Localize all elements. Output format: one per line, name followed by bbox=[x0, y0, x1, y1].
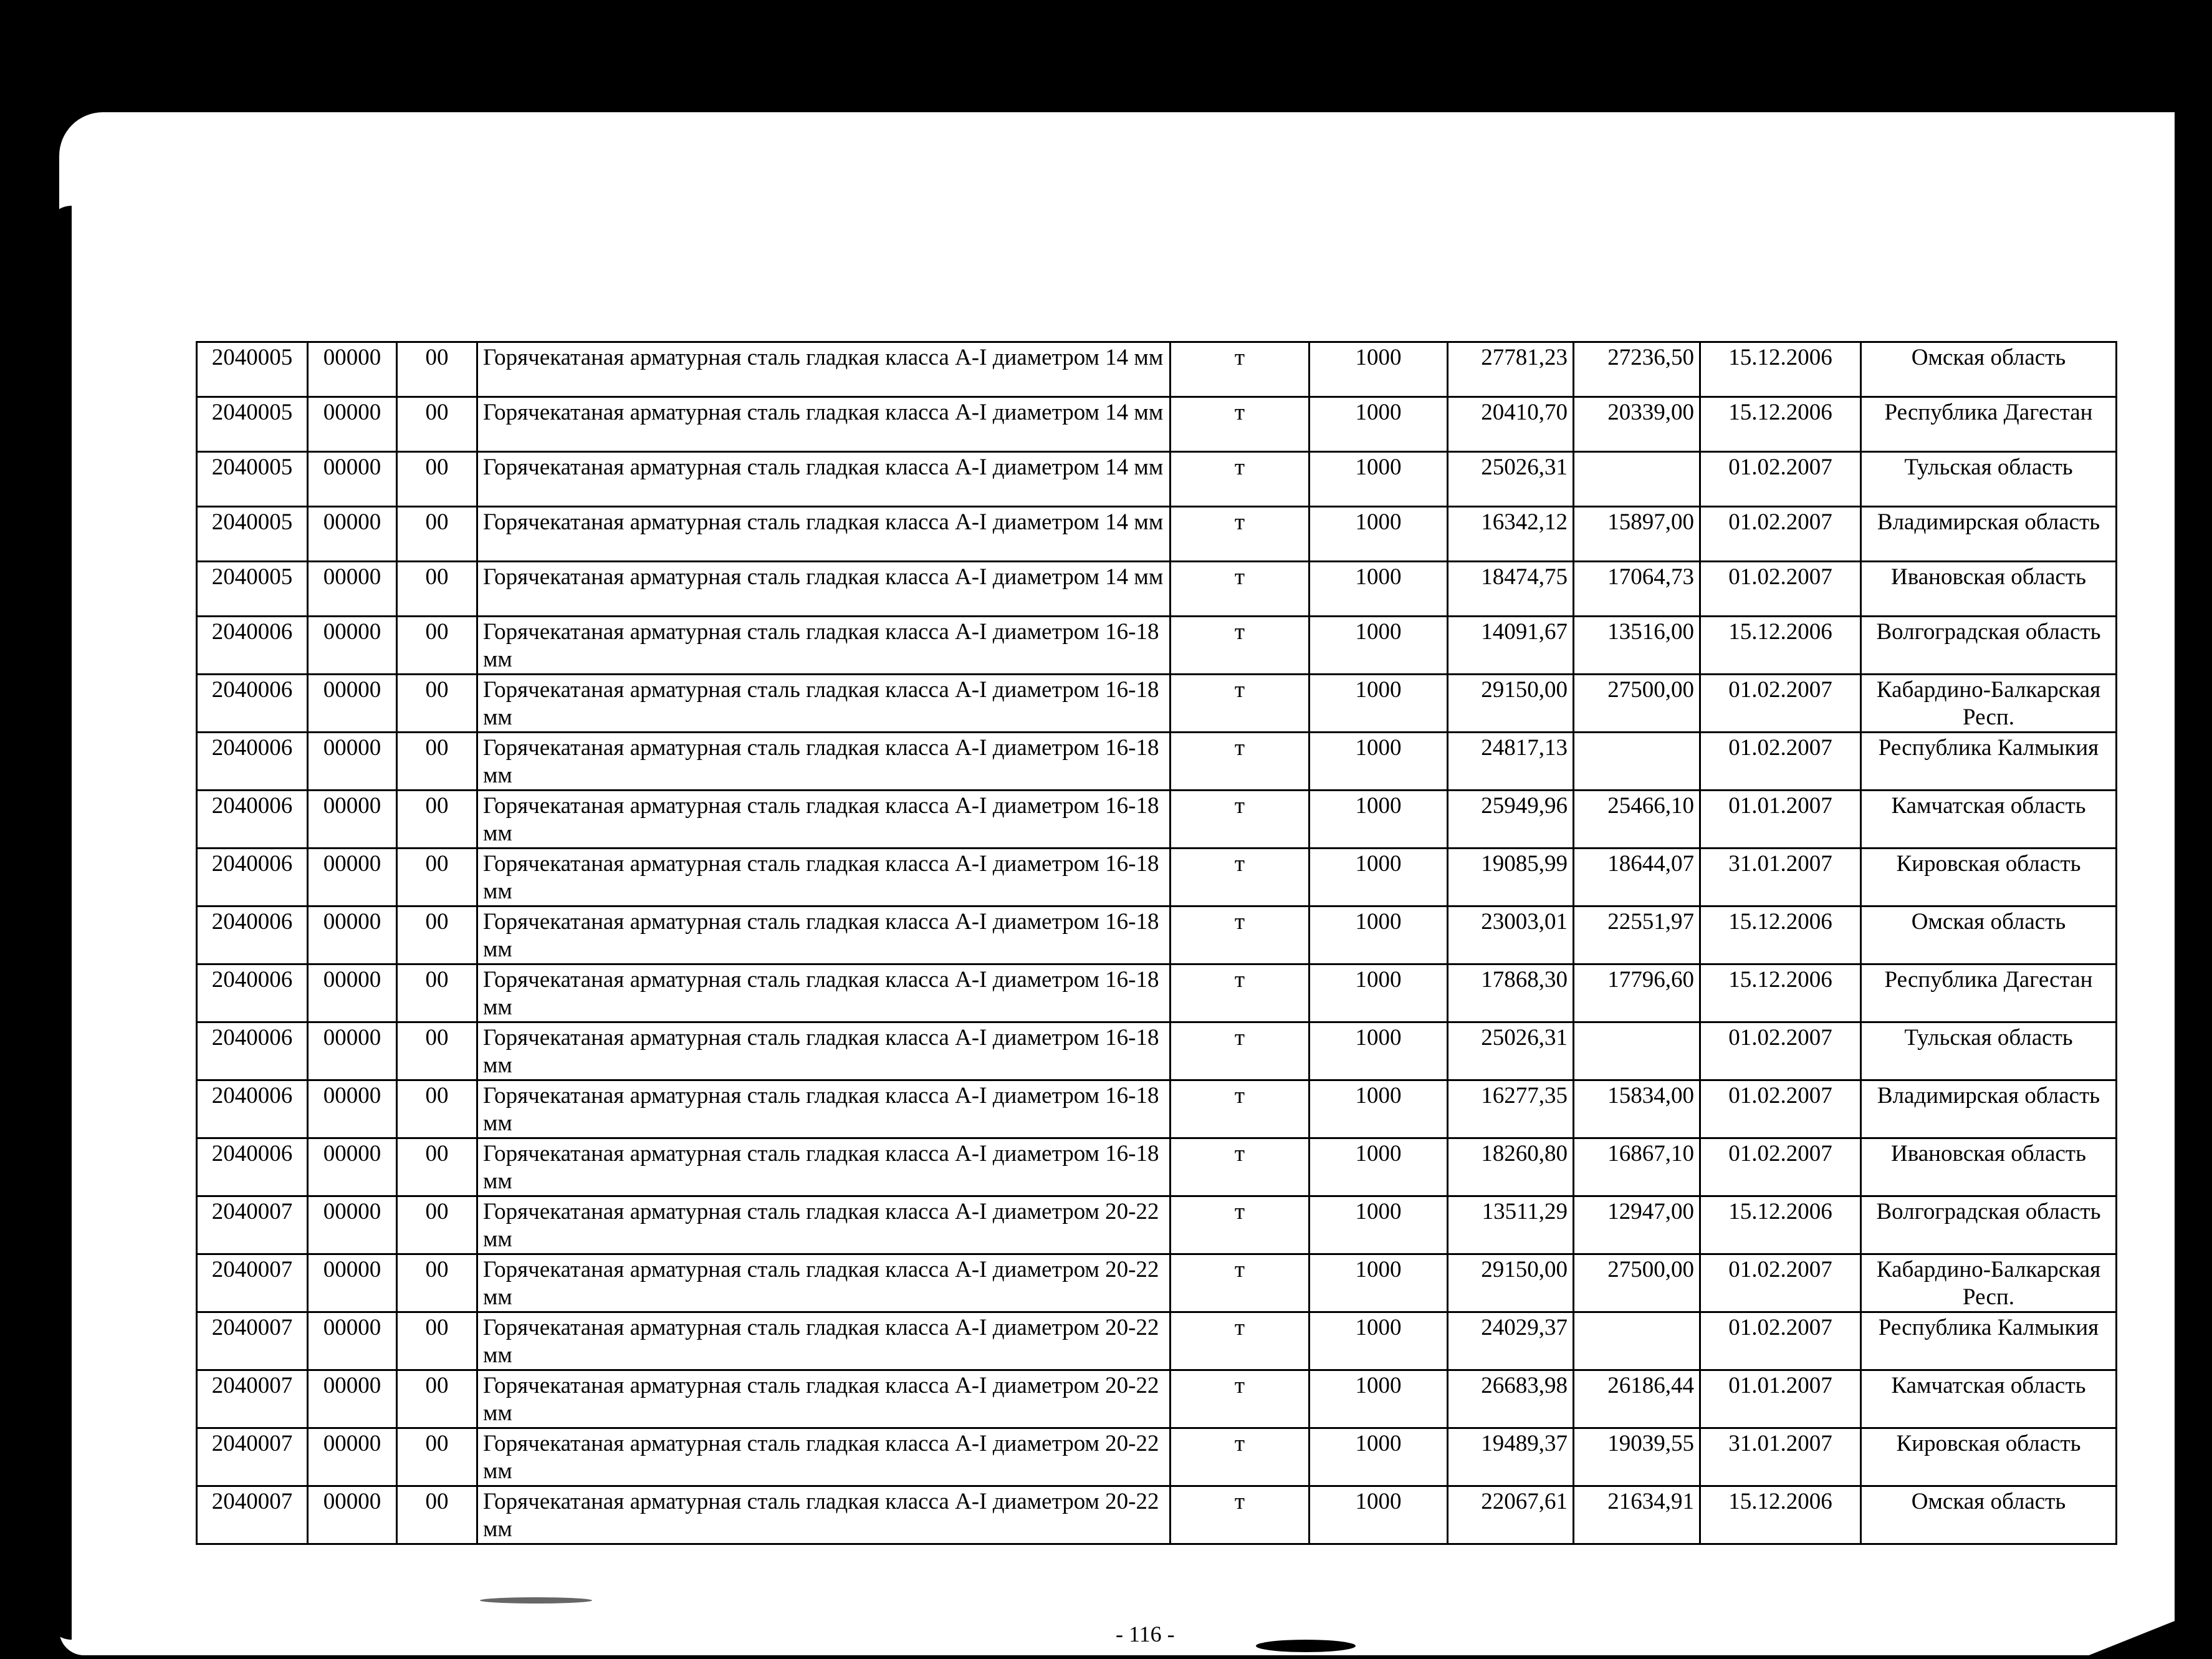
cell-region: Омская область bbox=[1861, 1486, 2117, 1544]
table-row bbox=[197, 791, 2117, 849]
table-row bbox=[197, 675, 2117, 733]
cell-date: 01.02.2007 bbox=[1700, 507, 1861, 562]
cell-name: Горячекатаная арматурная сталь гладкая класса А-I диаметром 20-22 мм bbox=[477, 1486, 1171, 1544]
cell-price-1: 16342,12 bbox=[1448, 507, 1574, 562]
cell-region: Владимирская область bbox=[1861, 507, 2117, 562]
table-row bbox=[197, 1196, 2117, 1254]
cell-quantity: 1000 bbox=[1309, 1196, 1448, 1254]
cell-name: Горячекатаная арматурная сталь гладкая класса А-I диаметром 16-18 мм bbox=[477, 1022, 1171, 1080]
cell-two: 00 bbox=[397, 342, 477, 397]
cell-subcode: 00000 bbox=[308, 1080, 397, 1138]
cell-code: 2040006 bbox=[197, 1022, 308, 1080]
cell-date: 15.12.2006 bbox=[1700, 1196, 1861, 1254]
cell-date: 01.01.2007 bbox=[1700, 1370, 1861, 1428]
cell-two: 00 bbox=[397, 791, 477, 849]
cell-date: 01.02.2007 bbox=[1700, 562, 1861, 617]
cell-subcode: 00000 bbox=[308, 1428, 397, 1486]
cell-price-2: 16867,10 bbox=[1574, 1138, 1700, 1196]
cell-name: Горячекатаная арматурная сталь гладкая класса А-I диаметром 20-22 мм bbox=[477, 1370, 1171, 1428]
cell-unit: т bbox=[1171, 1022, 1309, 1080]
table-row bbox=[197, 1080, 2117, 1138]
cell-unit: т bbox=[1171, 791, 1309, 849]
cell-price-2: 27500,00 bbox=[1574, 675, 1700, 733]
cell-price-2 bbox=[1574, 1022, 1700, 1080]
cell-unit: т bbox=[1171, 1196, 1309, 1254]
cell-price-1: 22067,61 bbox=[1448, 1486, 1574, 1544]
cell-two: 00 bbox=[397, 1138, 477, 1196]
cell-code: 2040006 bbox=[197, 1138, 308, 1196]
cell-name: Горячекатаная арматурная сталь гладкая класса А-I диаметром 16-18 мм bbox=[477, 733, 1171, 791]
cell-subcode: 00000 bbox=[308, 562, 397, 617]
cell-two: 00 bbox=[397, 452, 477, 507]
cell-region: Республика Дагестан bbox=[1861, 397, 2117, 452]
table-row bbox=[197, 964, 2117, 1022]
cell-quantity: 1000 bbox=[1309, 1486, 1448, 1544]
table-row bbox=[197, 1138, 2117, 1196]
cell-quantity: 1000 bbox=[1309, 452, 1448, 507]
cell-unit: т bbox=[1171, 1486, 1309, 1544]
cell-name: Горячекатаная арматурная сталь гладкая класса А-I диаметром 16-18 мм bbox=[477, 906, 1171, 964]
table-row bbox=[197, 452, 2117, 507]
cell-name: Горячекатаная арматурная сталь гладкая класса А-I диаметром 16-18 мм bbox=[477, 617, 1171, 675]
cell-price-1: 18260,80 bbox=[1448, 1138, 1574, 1196]
cell-price-1: 25026,31 bbox=[1448, 1022, 1574, 1080]
cell-unit: т bbox=[1171, 507, 1309, 562]
cell-region: Республика Калмыкия bbox=[1861, 733, 2117, 791]
cell-subcode: 00000 bbox=[308, 342, 397, 397]
cell-unit: т bbox=[1171, 675, 1309, 733]
cell-unit: т bbox=[1171, 906, 1309, 964]
cell-two: 00 bbox=[397, 1486, 477, 1544]
cell-code: 2040007 bbox=[197, 1254, 308, 1312]
cell-two: 00 bbox=[397, 906, 477, 964]
cell-name: Горячекатаная арматурная сталь гладкая класса А-I диаметром 16-18 мм bbox=[477, 791, 1171, 849]
cell-price-1: 25949,96 bbox=[1448, 791, 1574, 849]
cell-region: Ивановская область bbox=[1861, 562, 2117, 617]
cell-price-1: 23003,01 bbox=[1448, 906, 1574, 964]
cell-price-2: 27500,00 bbox=[1574, 1254, 1700, 1312]
table-row bbox=[197, 617, 2117, 675]
cell-name: Горячекатаная арматурная сталь гладкая класса А-I диаметром 20-22 мм bbox=[477, 1428, 1171, 1486]
cell-quantity: 1000 bbox=[1309, 562, 1448, 617]
cell-code: 2040006 bbox=[197, 617, 308, 675]
cell-code: 2040006 bbox=[197, 791, 308, 849]
cell-code: 2040006 bbox=[197, 964, 308, 1022]
cell-two: 00 bbox=[397, 733, 477, 791]
cell-price-2: 12947,00 bbox=[1574, 1196, 1700, 1254]
cell-price-1: 24817,13 bbox=[1448, 733, 1574, 791]
table-body bbox=[197, 342, 2117, 1544]
cell-two: 00 bbox=[397, 675, 477, 733]
scan-right-edge bbox=[2175, 0, 2212, 1659]
cell-quantity: 1000 bbox=[1309, 342, 1448, 397]
cell-region: Омская область bbox=[1861, 342, 2117, 397]
cell-unit: т bbox=[1171, 1312, 1309, 1370]
cell-name: Горячекатаная арматурная сталь гладкая класса А-I диаметром 16-18 мм bbox=[477, 849, 1171, 906]
cell-code: 2040006 bbox=[197, 733, 308, 791]
cell-subcode: 00000 bbox=[308, 397, 397, 452]
cell-quantity: 1000 bbox=[1309, 1428, 1448, 1486]
cell-quantity: 1000 bbox=[1309, 397, 1448, 452]
cell-region: Владимирская область bbox=[1861, 1080, 2117, 1138]
cell-code: 2040005 bbox=[197, 452, 308, 507]
cell-name: Горячекатаная арматурная сталь гладкая класса А-I диаметром 20-22 мм bbox=[477, 1312, 1171, 1370]
cell-name: Горячекатаная арматурная сталь гладкая класса А-I диаметром 16-18 мм bbox=[477, 964, 1171, 1022]
cell-subcode: 00000 bbox=[308, 1370, 397, 1428]
cell-price-2: 20339,00 bbox=[1574, 397, 1700, 452]
cell-region: Камчатская область bbox=[1861, 791, 2117, 849]
cell-subcode: 00000 bbox=[308, 733, 397, 791]
cell-quantity: 1000 bbox=[1309, 733, 1448, 791]
cell-price-1: 29150,00 bbox=[1448, 1254, 1574, 1312]
cell-two: 00 bbox=[397, 964, 477, 1022]
cell-two: 00 bbox=[397, 617, 477, 675]
cell-region: Кировская область bbox=[1861, 1428, 2117, 1486]
cell-two: 00 bbox=[397, 1254, 477, 1312]
cell-subcode: 00000 bbox=[308, 675, 397, 733]
cell-region: Камчатская область bbox=[1861, 1370, 2117, 1428]
cell-subcode: 00000 bbox=[308, 964, 397, 1022]
cell-unit: т bbox=[1171, 617, 1309, 675]
cell-date: 31.01.2007 bbox=[1700, 1428, 1861, 1486]
cell-date: 01.02.2007 bbox=[1700, 1312, 1861, 1370]
cell-subcode: 00000 bbox=[308, 791, 397, 849]
cell-region: Тульская область bbox=[1861, 1022, 2117, 1080]
cell-subcode: 00000 bbox=[308, 906, 397, 964]
cell-code: 2040005 bbox=[197, 507, 308, 562]
cell-code: 2040006 bbox=[197, 675, 308, 733]
cell-date: 31.01.2007 bbox=[1700, 849, 1861, 906]
cell-name: Горячекатаная арматурная сталь гладкая класса А-I диаметром 14 мм bbox=[477, 507, 1171, 562]
cell-quantity: 1000 bbox=[1309, 906, 1448, 964]
cell-price-1: 27781,23 bbox=[1448, 342, 1574, 397]
cell-price-2 bbox=[1574, 452, 1700, 507]
cell-subcode: 00000 bbox=[308, 1196, 397, 1254]
table-row bbox=[197, 1312, 2117, 1370]
cell-two: 00 bbox=[397, 397, 477, 452]
cell-name: Горячекатаная арматурная сталь гладкая класса А-I диаметром 16-18 мм bbox=[477, 675, 1171, 733]
cell-quantity: 1000 bbox=[1309, 1254, 1448, 1312]
cell-two: 00 bbox=[397, 1196, 477, 1254]
cell-date: 15.12.2006 bbox=[1700, 617, 1861, 675]
cell-date: 01.02.2007 bbox=[1700, 1254, 1861, 1312]
cell-date: 15.12.2006 bbox=[1700, 397, 1861, 452]
cell-two: 00 bbox=[397, 1312, 477, 1370]
cell-two: 00 bbox=[397, 1428, 477, 1486]
cell-price-2: 26186,44 bbox=[1574, 1370, 1700, 1428]
cell-name: Горячекатаная арматурная сталь гладкая класса А-I диаметром 16-18 мм bbox=[477, 1080, 1171, 1138]
cell-region: Волгоградская область bbox=[1861, 617, 2117, 675]
cell-quantity: 1000 bbox=[1309, 791, 1448, 849]
cell-date: 01.02.2007 bbox=[1700, 452, 1861, 507]
scan-mark bbox=[480, 1597, 592, 1604]
cell-region: Кабардино-Балкарская Респ. bbox=[1861, 675, 2117, 733]
cell-price-1: 14091,67 bbox=[1448, 617, 1574, 675]
cell-subcode: 00000 bbox=[308, 452, 397, 507]
cell-price-2: 15897,00 bbox=[1574, 507, 1700, 562]
scan-smudge bbox=[1256, 1640, 1356, 1652]
cell-code: 2040007 bbox=[197, 1428, 308, 1486]
cell-name: Горячекатаная арматурная сталь гладкая класса А-I диаметром 14 мм bbox=[477, 342, 1171, 397]
cell-subcode: 00000 bbox=[308, 617, 397, 675]
cell-quantity: 1000 bbox=[1309, 1138, 1448, 1196]
cell-price-2 bbox=[1574, 733, 1700, 791]
cell-price-1: 13511,29 bbox=[1448, 1196, 1574, 1254]
cell-price-2: 18644,07 bbox=[1574, 849, 1700, 906]
cell-date: 15.12.2006 bbox=[1700, 342, 1861, 397]
cell-region: Ивановская область bbox=[1861, 1138, 2117, 1196]
cell-unit: т bbox=[1171, 562, 1309, 617]
cell-code: 2040007 bbox=[197, 1196, 308, 1254]
cell-quantity: 1000 bbox=[1309, 617, 1448, 675]
table-row bbox=[197, 1486, 2117, 1544]
table-row bbox=[197, 849, 2117, 906]
cell-two: 00 bbox=[397, 507, 477, 562]
cell-date: 15.12.2006 bbox=[1700, 906, 1861, 964]
price-table bbox=[196, 341, 2117, 1545]
cell-two: 00 bbox=[397, 1022, 477, 1080]
cell-region: Омская область bbox=[1861, 906, 2117, 964]
cell-unit: т bbox=[1171, 397, 1309, 452]
cell-unit: т bbox=[1171, 849, 1309, 906]
cell-price-1: 19489,37 bbox=[1448, 1428, 1574, 1486]
cell-price-1: 20410,70 bbox=[1448, 397, 1574, 452]
cell-date: 01.01.2007 bbox=[1700, 791, 1861, 849]
cell-two: 00 bbox=[397, 1370, 477, 1428]
cell-name: Горячекатаная арматурная сталь гладкая класса А-I диаметром 14 мм bbox=[477, 562, 1171, 617]
cell-region: Республика Дагестан bbox=[1861, 964, 2117, 1022]
cell-subcode: 00000 bbox=[308, 1022, 397, 1080]
cell-subcode: 00000 bbox=[308, 507, 397, 562]
cell-date: 15.12.2006 bbox=[1700, 964, 1861, 1022]
cell-code: 2040007 bbox=[197, 1486, 308, 1544]
cell-price-2: 13516,00 bbox=[1574, 617, 1700, 675]
cell-quantity: 1000 bbox=[1309, 507, 1448, 562]
cell-code: 2040007 bbox=[197, 1312, 308, 1370]
cell-price-2: 17064,73 bbox=[1574, 562, 1700, 617]
cell-code: 2040006 bbox=[197, 906, 308, 964]
cell-two: 00 bbox=[397, 849, 477, 906]
cell-code: 2040006 bbox=[197, 849, 308, 906]
table-row bbox=[197, 1254, 2117, 1312]
scan-left-edge bbox=[47, 206, 72, 1640]
cell-subcode: 00000 bbox=[308, 1312, 397, 1370]
cell-date: 01.02.2007 bbox=[1700, 1080, 1861, 1138]
table-row bbox=[197, 733, 2117, 791]
cell-region: Волгоградская область bbox=[1861, 1196, 2117, 1254]
cell-date: 01.02.2007 bbox=[1700, 1138, 1861, 1196]
cell-unit: т bbox=[1171, 1254, 1309, 1312]
cell-price-2: 21634,91 bbox=[1574, 1486, 1700, 1544]
cell-price-1: 18474,75 bbox=[1448, 562, 1574, 617]
cell-price-2: 17796,60 bbox=[1574, 964, 1700, 1022]
cell-date: 01.02.2007 bbox=[1700, 733, 1861, 791]
table-row bbox=[197, 562, 2117, 617]
cell-unit: т bbox=[1171, 964, 1309, 1022]
cell-subcode: 00000 bbox=[308, 1138, 397, 1196]
cell-name: Горячекатаная арматурная сталь гладкая класса А-I диаметром 14 мм bbox=[477, 397, 1171, 452]
cell-quantity: 1000 bbox=[1309, 849, 1448, 906]
page-number: - 116 - bbox=[1116, 1622, 1175, 1647]
cell-unit: т bbox=[1171, 733, 1309, 791]
cell-code: 2040005 bbox=[197, 562, 308, 617]
cell-price-2: 25466,10 bbox=[1574, 791, 1700, 849]
cell-name: Горячекатаная арматурная сталь гладкая класса А-I диаметром 20-22 мм bbox=[477, 1196, 1171, 1254]
cell-code: 2040005 bbox=[197, 342, 308, 397]
cell-unit: т bbox=[1171, 1138, 1309, 1196]
cell-two: 00 bbox=[397, 562, 477, 617]
cell-price-1: 17868,30 bbox=[1448, 964, 1574, 1022]
cell-quantity: 1000 bbox=[1309, 1022, 1448, 1080]
cell-unit: т bbox=[1171, 1370, 1309, 1428]
table-row bbox=[197, 1428, 2117, 1486]
cell-unit: т bbox=[1171, 342, 1309, 397]
table-row bbox=[197, 1370, 2117, 1428]
cell-unit: т bbox=[1171, 1428, 1309, 1486]
cell-code: 2040005 bbox=[197, 397, 308, 452]
table-row bbox=[197, 1022, 2117, 1080]
cell-price-2: 22551,97 bbox=[1574, 906, 1700, 964]
cell-price-1: 16277,35 bbox=[1448, 1080, 1574, 1138]
cell-unit: т bbox=[1171, 452, 1309, 507]
cell-quantity: 1000 bbox=[1309, 675, 1448, 733]
cell-code: 2040007 bbox=[197, 1370, 308, 1428]
cell-region: Кировская область bbox=[1861, 849, 2117, 906]
cell-subcode: 00000 bbox=[308, 1486, 397, 1544]
table-row bbox=[197, 507, 2117, 562]
cell-price-2 bbox=[1574, 1312, 1700, 1370]
cell-code: 2040006 bbox=[197, 1080, 308, 1138]
cell-two: 00 bbox=[397, 1080, 477, 1138]
table-row bbox=[197, 906, 2117, 964]
cell-subcode: 00000 bbox=[308, 849, 397, 906]
cell-subcode: 00000 bbox=[308, 1254, 397, 1312]
cell-region: Тульская область bbox=[1861, 452, 2117, 507]
table-row bbox=[197, 397, 2117, 452]
cell-price-2: 27236,50 bbox=[1574, 342, 1700, 397]
cell-price-1: 29150,00 bbox=[1448, 675, 1574, 733]
cell-name: Горячекатаная арматурная сталь гладкая класса А-I диаметром 20-22 мм bbox=[477, 1254, 1171, 1312]
cell-quantity: 1000 bbox=[1309, 1370, 1448, 1428]
cell-price-1: 19085,99 bbox=[1448, 849, 1574, 906]
cell-price-2: 15834,00 bbox=[1574, 1080, 1700, 1138]
cell-date: 15.12.2006 bbox=[1700, 1486, 1861, 1544]
cell-region: Кабардино-Балкарская Респ. bbox=[1861, 1254, 2117, 1312]
cell-name: Горячекатаная арматурная сталь гладкая класса А-I диаметром 16-18 мм bbox=[477, 1138, 1171, 1196]
cell-date: 01.02.2007 bbox=[1700, 1022, 1861, 1080]
cell-quantity: 1000 bbox=[1309, 1312, 1448, 1370]
cell-price-1: 24029,37 bbox=[1448, 1312, 1574, 1370]
cell-region: Республика Калмыкия bbox=[1861, 1312, 2117, 1370]
table-row bbox=[197, 342, 2117, 397]
cell-price-2: 19039,55 bbox=[1574, 1428, 1700, 1486]
cell-name: Горячекатаная арматурная сталь гладкая класса А-I диаметром 14 мм bbox=[477, 452, 1171, 507]
cell-date: 01.02.2007 bbox=[1700, 675, 1861, 733]
cell-quantity: 1000 bbox=[1309, 964, 1448, 1022]
cell-unit: т bbox=[1171, 1080, 1309, 1138]
cell-price-1: 26683,98 bbox=[1448, 1370, 1574, 1428]
cell-price-1: 25026,31 bbox=[1448, 452, 1574, 507]
cell-quantity: 1000 bbox=[1309, 1080, 1448, 1138]
